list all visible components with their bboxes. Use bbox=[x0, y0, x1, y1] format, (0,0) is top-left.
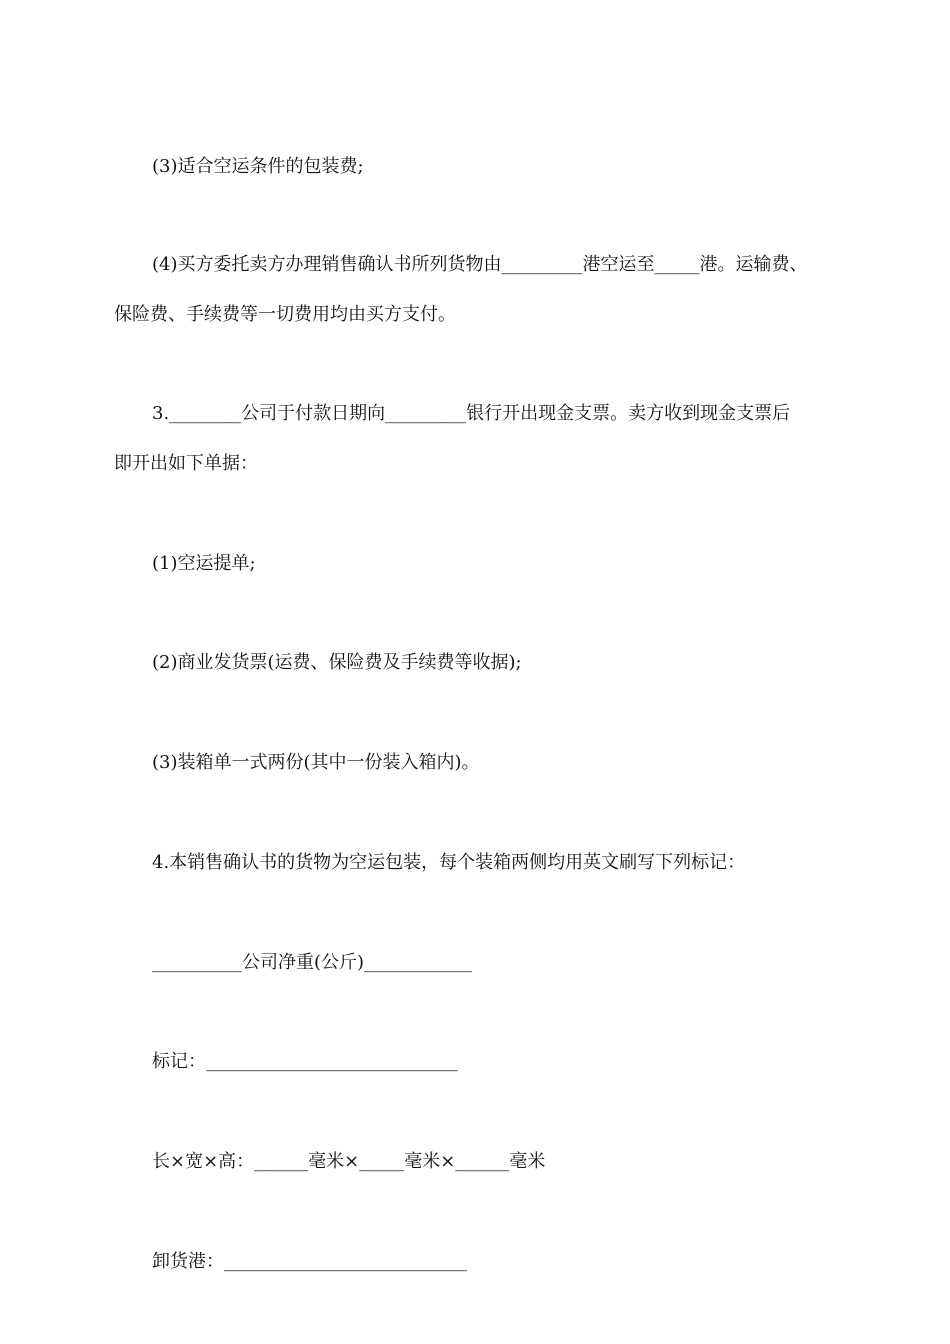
clause-payment-line-1: 3.________公司于付款日期向_________银行开出现金支票。卖方收到现金支票后 bbox=[152, 403, 791, 424]
doc-commercial-invoice: (2)商业发货票(运费、保险费及手续费等收据); bbox=[152, 652, 522, 673]
doc-packing-list: (3)装箱单一式两份(其中一份装入箱内)。 bbox=[152, 752, 480, 773]
field-company-net-weight: __________公司净重(公斤)____________ bbox=[152, 952, 473, 973]
clause-entrust-line-1: (4)买方委托卖方办理销售确认书所列货物由_________港空运至_____港。运输费、 bbox=[152, 254, 808, 275]
clause-payment-line-2: 即开出如下单据： bbox=[114, 453, 258, 474]
clause-marking: 4.本销售确认书的货物为空运包装，每个装箱两侧均用英文刷写下列标记： bbox=[152, 852, 746, 873]
field-dimensions: 长×宽×高：______毫米×_____毫米×______毫米 bbox=[152, 1151, 546, 1172]
field-mark: 标记：____________________________ bbox=[152, 1051, 458, 1072]
clause-entrust-line-2: 保险费、手续费等一切费用均由买方支付。 bbox=[114, 304, 456, 325]
field-discharge-port: 卸货港：___________________________ bbox=[152, 1251, 467, 1272]
clause-packing-fee: (3)适合空运条件的包装费; bbox=[152, 156, 364, 177]
doc-airway-bill: (1)空运提单; bbox=[152, 553, 256, 574]
